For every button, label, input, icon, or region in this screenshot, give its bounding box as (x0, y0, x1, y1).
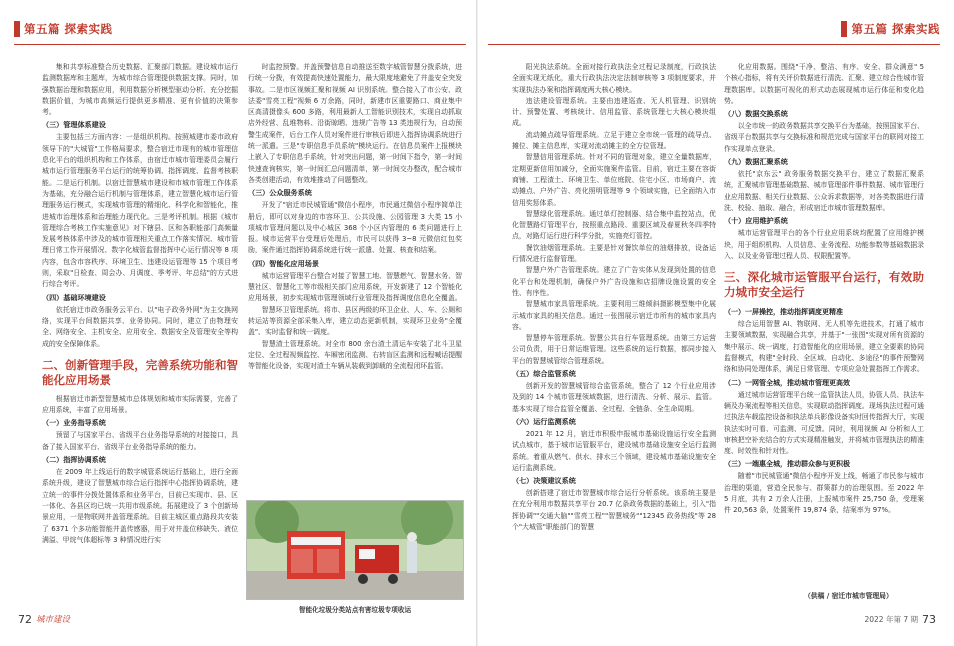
left-footer (14, 608, 70, 630)
subheading: （七）决策建议系统 (512, 476, 576, 486)
subheading: （五）综合监管系统 (512, 369, 576, 379)
right-page-column-1 (512, 62, 716, 533)
paragraph: 城市运营管理平台的各个行业应用系统均配置了应用维护模块，用于组织机构、人员信息、业务流程、功能参数等基础数据录入、以及业务管理过程人员、权限配置等。 (724, 229, 924, 260)
subheading: （三）公众服务系统 (248, 188, 312, 198)
paragraph: 阳光执法系统。全面对接行政执法全过程记录制度，行政执法全面实现无纸化，重大行政执法决定法制审核等 3 项制度要求，并实现执法办案和指挥调度两大核心模块。 (512, 63, 716, 94)
header-rule (14, 44, 466, 45)
paragraph: 开发了"宿迁市民城管通"微信小程序，市民通过微信小程序简单注册后，即可以对身边的市容环卫、公共设施、公园管理 3 大类 15 小项城市管理问题以及中心城区 368 个小区内管理的 6 类问题进行上报。城市运营平台受理后处理后，市民可以获得 3~8 元微信红包奖励，案件通过指挥协调系统进行统一派遣、处置、核查和结案。 (248, 201, 462, 255)
paragraph: 以全市统一的政务数据共享交换平台为基础，按照国家平台、省级平台数据共享与交换标准和规范完成与国家平台的联网对接工作实现单点登录。 (724, 122, 924, 153)
subheading: （一）一屏操控，推动指挥调度更精准 (724, 308, 843, 317)
subheading: （三）管理体系建设 (42, 120, 106, 130)
paragraph: 预留了与国家平台、省级平台业务指导系统的对接接口，具备了接入国家平台、省级平台业务指导系统的能力。 (42, 431, 238, 451)
paragraph: 2021 年 12 月，宿迁市积极申报城市基础设施运行安全监测试点城市，基于城市运管服平台，建设城市基础设施安全运行监测系统。着重从燃气、供水、排水三个领域，建设城市基础设施安全运行监测系统。 (512, 429, 716, 472)
subheading: （三）一端惠全城，推动群众参与更积极 (724, 460, 850, 469)
right-footer (864, 608, 940, 630)
article-source: （供稿 / 宿迁市城市管理局） (804, 592, 893, 600)
paragraph: 在 2009 年上线运行的数字城管系统运行基础上，进行全面系统升级，建设了智慧城市综合运行指挥中心指挥协调系统，建立统一的事件分拨处置体系和业务平台，目前已实现市、县、区一体化、各县区均已统一共用市级系统。拓展建设了 3 个创新场景应用，一是物联网井盖管理系统。目前主城区重点路段共安装了 6371 个多功能智能井盖传感器，用于对井盖位移缺失、液位满溢、甲烷气体超标等 3 种情况进行实 (42, 468, 238, 544)
paragraph: 违法建设管理系统。主要由违建巡查、无人机管理、识别统计、预警处置、考核统计、信用监管、系统管理七大核心模块组成。 (512, 96, 716, 128)
paragraph: 流动摊点疏导管理系统。立足于建立全市统一管理的疏导点、摊位、摊主信息库，实现对流动摊主的全方位管理。 (512, 130, 716, 151)
paragraph: 根据宿迁市新型智慧城市总体规划和城市实际需要，完善了应用系统，丰富了应用场景。 (42, 394, 238, 415)
paragraph: 创新开发的智慧城管综合监管系统，整合了 12 个行业应用涉及到的 14 个城市管理领域数据，进行清洗、分析、展示、监管。基本实现了综合监管全覆盖、全过程、全链条、全生命周期。 (512, 382, 716, 413)
section-title: 第五篇 探索实践 (24, 22, 113, 36)
paragraph: 综合运用智慧 AI、物联网、无人机等先进技术，打通了城市主要领域数据，实现融合共享，并基于"一张图"实现对所有资源的集中展示、统一调度，打造智能化的应用场景，建立全要素的协同监督模式，构建"全时段、全区域、自动化、多途径"的事件预警网络和协同处理体系，满足日常管理、专项应急处置指挥工作需求。 (724, 320, 924, 374)
issue-label: 2022 年第 7 期 (864, 614, 918, 624)
subheading: （二）指挥协调系统 (42, 455, 106, 465)
subheading: （四）基础环境建设 (42, 292, 106, 302)
paragraph: 城市运营管理平台整合对接了智慧工地、智慧燃气、智慧水务、智慧社区、智慧化工等市级相关部门应用系统，开发新建了 12 个智能化应用场景，初步实现城市管理领域行业管理及指挥调度信息化全覆盖。 (248, 271, 462, 303)
paragraph: 智慧环卫管理系统。将市、县区两级的环卫企业、人、车、公厕和转运站等资源全部采集入库，建立动态更新机制，实现环卫业务"全覆盖"、实时监督和统一调度。 (248, 305, 462, 337)
paragraph: 创新搭建了宿迁市智慧城市综合运行分析系统。该系统主要是在充分利用市数据共享平台 20.7 亿条政务数据的基础上，引入"指挥协调""交通大脑""雪亮工程""智慧城务""12345 政务热线"等 28 个"大城管"职能部门的智慧 (512, 489, 716, 531)
section-heading: 三、深化城市运管服平台运行，有效助力城市安全运行 (724, 270, 924, 300)
right-page-column-2 (724, 62, 924, 517)
paragraph: 时监控预警。并盖预警信息自动推送至数字城管智慧分拨系统，进行统一分拨，有效提高快速处置能力，最大限度地避免了井盖安全突发事故。二是市区视频汇聚和视频 AI 识别系统。整合接入了市公安、政法委"雪亮工程"视频 6 万余路，同时，新建市区重要路口、商业集中区高清摄像头 600 多路，利用最新人工智能识别技术，实现自动抓取店外经营、乱堆物料、沿街晾晒、违规广告等 13 类违规行为，自动预警生成案件，后台工作人员对案件进行审核后即进入指挥协调系统进行统一派遣。三是"专职信息手员系统"模块运行。在信息员案件上报模块上嵌入了专职信息手系统，针对突出问题，第一时间下指令，第一时间快速查询核实，第一时间汇总问题清单，第一时间交办整改，配合城市各类创建活动，有效堆推动了问题整改。 (248, 63, 462, 184)
paragraph: 集和共享标准整合历史数据、汇聚部门数据。建设城市运行监测数据库和主题库，为城市综合管理提供数据支撑。同时，加强数据治理和数据应用，利用数据分析模型驱动分析、充分挖掘数据价值，为城市高频运行提供更多精准、更有价值的决策参考。 (42, 63, 238, 117)
left-page-column-1 (42, 62, 238, 546)
subheading: （六）运行监测系统 (512, 416, 576, 426)
left-page (0, 0, 476, 646)
right-page (478, 0, 954, 646)
subheading: （四）智能化应用场景 (248, 258, 319, 268)
subheading: （二）一网管全城，推动城市管理更高效 (724, 378, 850, 387)
subheading: （一）业务指导系统 (42, 418, 106, 428)
paragraph: 智慧户外广告管理系统。建立了广告实体从发现到处置的信息化平台和处理机制，确保户外广告设施和店招牌设施设置的安全性、有序性。 (512, 266, 716, 297)
paragraph: 智慧停车管理系统。智慧公共自行车管理系统。由第三方运营公司负责，用于日常运维管理。这些系统的运行数据，都同步接入平台的智慧城管综合管理系统。 (512, 334, 716, 365)
subheading: （十）应用维护系统 (724, 216, 788, 226)
photo-waste-collection (246, 500, 464, 600)
paragraph: 依托"京东云" 政务服务数据交换平台，建立了数据汇聚系统，汇聚城市管理基础数据、城市管理部件事件数据、城市管理行业应用数据、相关行业数据、公众诉求数据等，对各类数据进行清洗、校验、抽取、融合，形成宿迁市城市管理数据库。 (724, 170, 924, 212)
magazine-name: 城市建设 (36, 615, 71, 625)
left-section-header (14, 18, 113, 40)
left-page-column-2 (248, 62, 462, 372)
page-number: 73 (922, 612, 936, 626)
subheading: （九）数据汇聚系统 (724, 157, 788, 167)
paragraph: 智慧城市家具管理系统。主要利用三维倾斜摄影模型集中化展示城市家具的相关信息。通过一张图展示宿迁市所有的城市家具内容。 (512, 300, 716, 331)
paragraph: 智慧渣土管理系统。对全市 800 余台渣土清运车安装了北斗卫星定位、全过程视频监控、车厢密闭监测、右转盲区监测和远程喊话提醒等智能化设备，实现对渣土车辆从装载到卸载的全流程闭环监管。 (248, 339, 462, 371)
paragraph: 随着"市民城管通"微信小程序开发上线，畅通了市民参与城市治理的渠道，营造全民参与、群策群力的治理氛围。至 2022 年 5 月底，共有 2 万余人注册，上报城市案件 25,750 条，受理案件 20,563 条，处置案件 19,874 条，结案率为 97%。 (724, 472, 924, 515)
header-accent-bar (14, 21, 20, 37)
photo-caption: 智能化垃圾分类站点有害垃圾专项收运 (298, 606, 412, 614)
paragraph: 智慧绿化管理系统。通过单灯控制器、结合集中监控站点，优化智慧路灯管理平台，按照重点路段、重要区域及春夏秋冬四季特点，对路灯运行进行科学分批，实施亮灯管控。 (512, 209, 716, 241)
page-number: 72 (18, 612, 32, 626)
header-accent-bar (841, 21, 847, 37)
paragraph: 依托宿迁市政务服务云平台、以"电子政务外网"为主交换网络，实现平台间数据共享、业务协同。同时，建立了由物理安全、网络安全、主机安全、应用安全、数据安全及管理安全等构成的安全保障体系。 (42, 305, 238, 348)
paragraph: 智慧信用管理系统。针对不同的管理对象，建立全量数据库，定期更新信用加减分，全面实施案件监管。目前，宿迁主要在容街商铺、工程渣土、环境卫生、单位庭院、住宅小区、市场商户、流动摊点、户外广告、亮化照明管理等 9 个领域实施，已全面纳入市信用奖惩体系。 (512, 153, 716, 207)
header-rule (488, 44, 940, 45)
subheading: （八）数据交换系统 (724, 109, 788, 119)
paragraph: 化应用数据。围绕"干净、整洁、有序、安全、群众满意" 5 个核心指标，将有关评价数据进行清洗、汇聚、建立综合性城市管理数据库。以数据可视化的形式动态展现城市运行体征和变化趋势。 (724, 63, 924, 105)
paragraph: 通过城市运营管理平台统一监管执法人员，协管人员、执法车辆及办案流程等相关信息，实现联动指挥调度。现场执法过程可通过执法车载监控设备和执法单兵影像设备实时回传指挥大厅，实现执法实时可看、可监测、可反馈。同时，利用视频 AI 分析和人工审核把空补充结合的方式实现精准触发，并将城市管理执法的精准度、时效性和针对性。 (724, 390, 924, 456)
section-heading: 二、创新管理手段，完善系统功能和智能化应用场景 (42, 357, 238, 387)
paragraph: 主要包括三方面内容：一是组织机构。按照城建市委市政府领导下的"大城管"工作格局要求，整合宿迁市现有的城市管理信息化平台的组织机构和工作体系，由宿迁市城市管理委员会履行城市运行管理服务平台运行的统筹协调、指挥调度、监督考核职能。二是运行机制。以宿迁智慧城市建设和市城市管理工作体系为基础，充分融合运行机制与管理体系，建立智慧化城市运行管理服务运行模式，实现城市管理的精细化、科学化和智能化，推进城市治理体系和治理能力现代化。三是考评机制。根据《城市管理综合考核工作实施意见》对下辖县、区和各职能部门高频量发展考核体系中涉及的城市管理相关重点工作落实情况、城市管理日常工作开展情况、数字化城管监督指挥中心运行情况等 8 项内容，包含市容秩序、环境卫生、违建设运管理等 15 个项目考则，采取"日检查、周会办、月调度、季考评、年总结"的方式进行综合考评。 (42, 133, 238, 289)
paragraph: 餐饮油烟管理系统。主要是针对餐饮单位的油烟排放，设备运行情况进行监督管理。 (512, 243, 716, 264)
right-section-header (841, 18, 940, 40)
section-title: 第五篇 探索实践 (851, 22, 940, 36)
